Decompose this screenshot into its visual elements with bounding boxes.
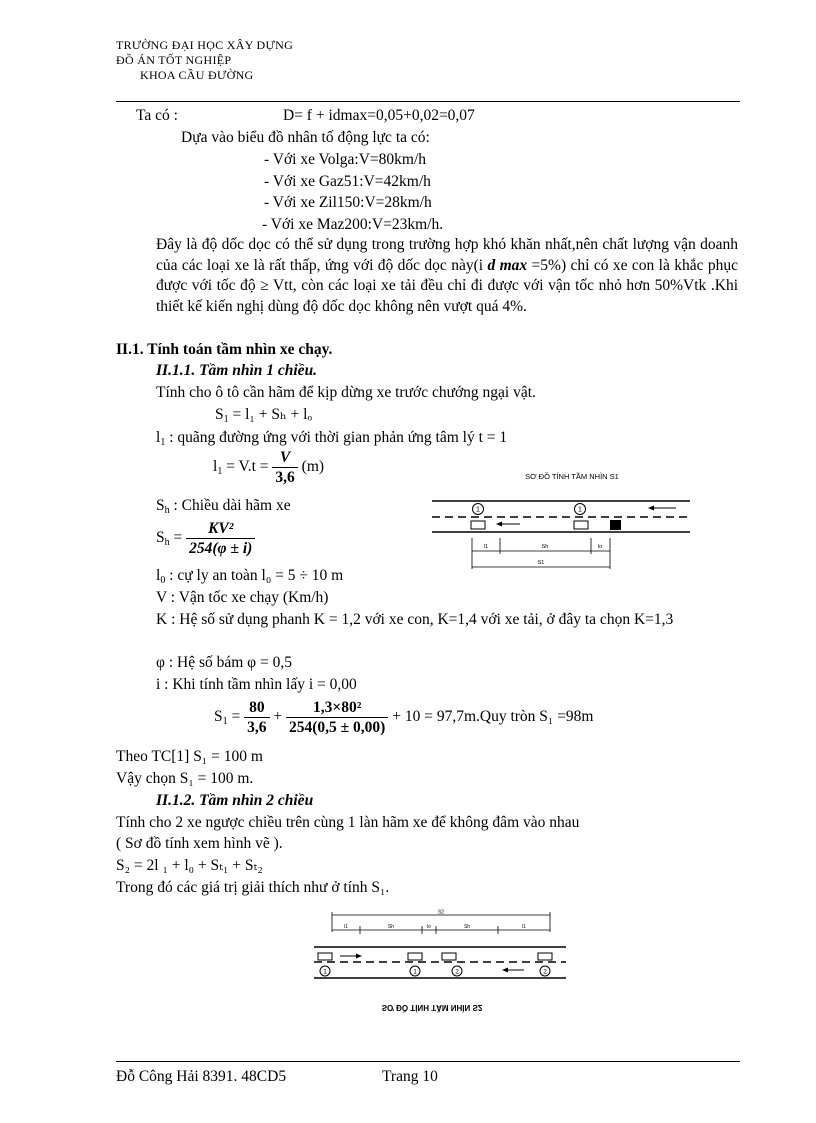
header-faculty: KHOA CẦU ĐƯỜNG <box>140 68 254 82</box>
subsection-heading-2: II.1.2. Tầm nhìn 2 chiều <box>156 792 314 809</box>
dim2-label-l1b: l1 <box>522 924 526 930</box>
header-rule <box>116 101 740 102</box>
taco-formula: D= f + idmax=0,05+0,02=0,07 <box>283 107 475 124</box>
subsection-heading-1: II.1.1. Tầm nhìn 1 chiều. <box>156 362 318 379</box>
dim2-label-l1a: l1 <box>344 924 348 930</box>
car-stop-icon <box>574 521 588 529</box>
sh-description: $S_h$ : Chiều dài hãm xe <box>156 497 291 516</box>
dim2-label-s2: S2 <box>437 909 445 916</box>
intro-text: Dựa vào biểu đồ nhân tố động lực ta có: <box>181 129 430 146</box>
i-description: i : Khi tính tầm nhìn lấy i = 0,00 <box>156 676 357 693</box>
marker2-b-label: 1 <box>413 968 417 976</box>
l1-description: $l_1$ : quãng đường ứng với thời gian phản ứng tâm lý t = 1 <box>156 429 508 448</box>
vehicle-volga: - Với xe Volga:V=80km/h <box>264 151 427 168</box>
marker-label-1a: 1 <box>476 506 480 514</box>
vehicle-gaz51: - Với xe Gaz51:V=42km/h <box>264 173 431 190</box>
diagram1-title: SƠ ĐỒ TÍNH TẦM NHÌN S1 <box>525 472 619 481</box>
s1-formula: $S_1 = l_1 + S_h + l_o$ <box>215 406 312 425</box>
marker2-d-label: 2 <box>543 968 547 976</box>
paragraph-grade: Đây là độ dốc dọc có thể sử dụng trong trường hợp khó khăn nhất,nên chất lượng vận doanh của các loại xe là rất thấp, ứng với độ dốc dọc này(i d max =5%) chỉ có xe con là khắc phục được với tốc độ ≥ Vtt, còn các loại xe tải đều chỉ đi được với vận tốc nhỏ hơn 50%Vtk .Khi thiết kế kiến nghị dùng độ dốc dọc không nên vượt quá 4%. <box>156 236 738 315</box>
taco-label: Ta có : <box>136 107 178 124</box>
sub2-intro: Tính cho 2 xe ngược chiều trên cùng 1 làn hãm xe để không đâm vào nhau <box>116 814 580 831</box>
vehicle-zil150: - Với xe Zil150:V=28km/h <box>264 194 432 211</box>
car-b-arrow-head <box>502 968 508 973</box>
marker2-c-label: 2 <box>455 968 459 976</box>
direction-arrow-head <box>648 506 654 511</box>
header-school: TRƯỜNG ĐẠI HỌC XÂY DỰNG <box>116 38 294 52</box>
marker2-a-label: 1 <box>323 968 327 976</box>
travel-arrow-head <box>496 522 502 527</box>
header-project: ĐỒ ÁN TỐT NGHIỆP <box>116 53 232 67</box>
obstacle-icon <box>610 520 621 530</box>
sh-formula: $S_h$ = $\frac{\text{KV²}}{254(\varphi \pm i)}$ <box>156 519 255 558</box>
sight-distance-s2-diagram <box>310 908 572 1016</box>
car-a-arrow-head <box>356 954 362 959</box>
s1-calculation: $S_1$ = $\frac{80}{3,6}$ + $\frac{\text{1,3×80²}}{254(0,5 \pm 0,00)}$ + 10 = 97,7m.Quy tròn S₁ =98m <box>214 699 594 736</box>
dim-label-s1: S1 <box>537 560 545 566</box>
car-start-icon <box>471 521 485 529</box>
sub2-reference: ( Sơ đồ tính xem hình vẽ ). <box>116 835 283 852</box>
section-heading: II.1. Tính toán tầm nhìn xe chạy. <box>116 341 333 358</box>
vay-chon: Vậy chọn S₁ = 100 m. <box>116 770 254 787</box>
dim-label-sh: Sh <box>541 544 549 550</box>
l0-description: $l_0$ : cự ly an toàn l₀ = 5 ÷ 10 m <box>156 567 344 586</box>
phi-description: φ : Hệ số bám φ = 0,5 <box>156 654 292 671</box>
dim2-label-sh2: Sh <box>463 924 471 930</box>
vehicle-maz200: - Với xe Maz200:V=23km/h. <box>262 216 444 233</box>
footer-rule <box>116 1061 740 1062</box>
sight-distance-s1-diagram <box>428 466 690 574</box>
car-b-stop-icon <box>442 953 456 960</box>
diagram2-title-mirrored <box>382 1003 483 1013</box>
dim2-label-sh1: Sh <box>387 924 395 930</box>
l1-formula: $l_1 = V.t$ = $\frac{V}{3,6}$ (m) <box>213 449 325 486</box>
theo-tc: Theo TC[1] S₁ = 100 m <box>116 748 263 765</box>
car-b-start-icon <box>538 953 552 960</box>
dim-label-lo: lo <box>597 544 603 550</box>
footer-author: Đỗ Công Hải 8391. 48CD5 <box>116 1068 287 1085</box>
car-a-stop-icon <box>408 953 422 960</box>
v-description: V : Vận tốc xe chạy (Km/h) <box>156 589 329 606</box>
diagram2-title: SƠ ĐỒ TÍNH TẦM NHÌN S2 <box>381 1003 483 1012</box>
footer-page-number: Trang 10 <box>382 1068 438 1085</box>
trong-do: Trong đó các giá trị giải thích như ở tính S₁. <box>116 879 390 896</box>
sub1-intro: Tính cho ô tô cần hãm để kịp dừng xe trước chướng ngại vật. <box>156 384 536 401</box>
k-description: K : Hệ số sử dụng phanh K = 1,2 với xe con, K=1,4 với xe tải, ở đây ta chọn K=1,3 <box>156 611 674 628</box>
s2-formula: S₂ = 2l ₁ + l₀ + Sₜ₁ + Sₜ₂ <box>116 857 263 874</box>
car-a-start-icon <box>318 953 332 960</box>
dim2-label-lo: lo <box>427 924 431 930</box>
dim-label-l1: l1 <box>483 544 489 550</box>
marker-label-1b: 1 <box>578 506 582 514</box>
